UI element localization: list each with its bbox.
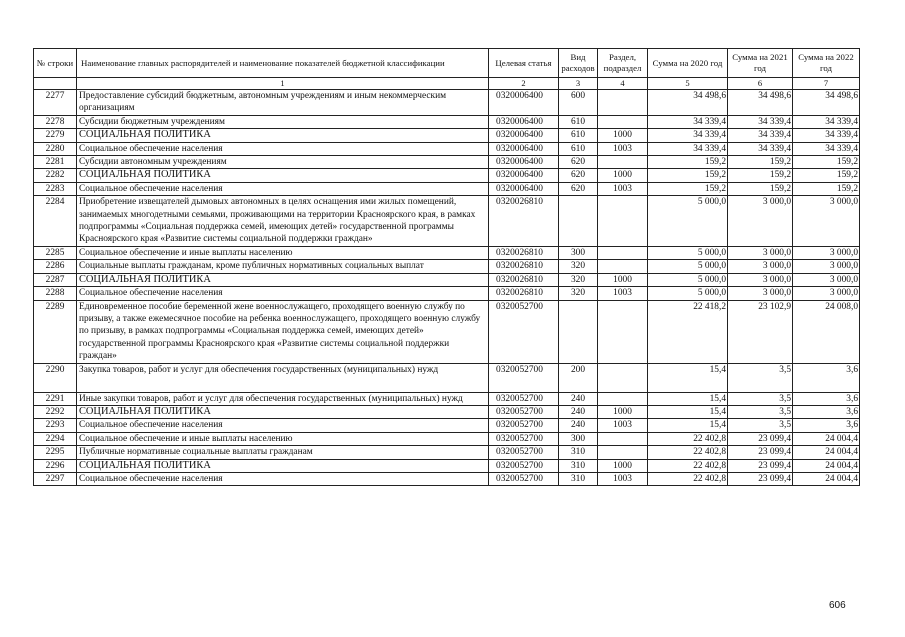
row-expense-type: 610 — [559, 129, 598, 142]
row-name: Социальные выплаты гражданам, кроме публичных нормативных социальных выплат — [77, 260, 489, 273]
row-expense-type: 320 — [559, 287, 598, 300]
table-header — [34, 49, 860, 90]
row-number: 2294 — [34, 432, 77, 445]
row-sum-2021: 34 339,4 — [728, 142, 793, 155]
row-sum-2022: 3 000,0 — [793, 260, 860, 273]
row-target-article: 0320006400 — [489, 156, 559, 169]
row-sum-2021: 3,5 — [728, 392, 793, 405]
col-number-6: 6 — [728, 78, 793, 90]
row-target-article: 0320052700 — [489, 363, 559, 392]
row-sum-2020: 34 339,4 — [648, 115, 728, 128]
page-number: 606 — [829, 600, 846, 611]
row-sum-2022: 159,2 — [793, 169, 860, 182]
row-sum-2020: 15,4 — [648, 392, 728, 405]
table-row — [34, 392, 860, 405]
row-sum-2022: 3 000,0 — [793, 196, 860, 247]
row-sum-2022: 3,6 — [793, 392, 860, 405]
row-section: 1003 — [598, 142, 648, 155]
row-sum-2020: 5 000,0 — [648, 260, 728, 273]
row-target-article: 0320006400 — [489, 142, 559, 155]
col-number-1: 1 — [77, 78, 489, 90]
row-target-article: 0320052700 — [489, 300, 559, 363]
table-row — [34, 169, 860, 182]
row-target-article: 0320052700 — [489, 459, 559, 472]
table-body — [34, 90, 860, 486]
row-sum-2022: 34 339,4 — [793, 129, 860, 142]
row-sum-2022: 159,2 — [793, 182, 860, 195]
row-expense-type: 600 — [559, 90, 598, 116]
row-sum-2021: 3,5 — [728, 363, 793, 392]
row-number: 2291 — [34, 392, 77, 405]
row-expense-type — [559, 196, 598, 247]
row-number: 2277 — [34, 90, 77, 116]
row-target-article: 0320006400 — [489, 169, 559, 182]
row-target-article: 0320026810 — [489, 273, 559, 286]
row-sum-2020: 34 339,4 — [648, 129, 728, 142]
row-sum-2020: 22 402,8 — [648, 432, 728, 445]
table-row — [34, 90, 860, 116]
row-sum-2020: 22 402,8 — [648, 459, 728, 472]
row-name: СОЦИАЛЬНАЯ ПОЛИТИКА — [77, 459, 489, 472]
row-sum-2020: 34 498,6 — [648, 90, 728, 116]
row-section — [598, 300, 648, 363]
row-name: Социальное обеспечение населения — [77, 419, 489, 432]
col-header-name: Наименование главных распорядителей и наименование показателей бюджетной классификации — [77, 49, 489, 78]
row-number: 2289 — [34, 300, 77, 363]
table-row — [34, 273, 860, 286]
row-section — [598, 392, 648, 405]
col-header-sum-2020: Сумма на 2020 год — [648, 49, 728, 78]
row-sum-2021: 34 339,4 — [728, 115, 793, 128]
row-number: 2279 — [34, 129, 77, 142]
row-expense-type: 200 — [559, 363, 598, 392]
row-sum-2021: 3,5 — [728, 405, 793, 418]
row-number: 2282 — [34, 169, 77, 182]
row-sum-2022: 34 339,4 — [793, 115, 860, 128]
row-name: СОЦИАЛЬНАЯ ПОЛИТИКА — [77, 129, 489, 142]
row-number: 2285 — [34, 246, 77, 259]
row-number: 2293 — [34, 419, 77, 432]
row-sum-2021: 3 000,0 — [728, 196, 793, 247]
row-target-article: 0320052700 — [489, 419, 559, 432]
row-sum-2021: 159,2 — [728, 156, 793, 169]
row-section — [598, 196, 648, 247]
row-sum-2020: 34 339,4 — [648, 142, 728, 155]
row-sum-2021: 34 498,6 — [728, 90, 793, 116]
col-header-section: Раздел, подраздел — [598, 49, 648, 78]
row-section: 1000 — [598, 273, 648, 286]
col-header-target-article: Целевая статья — [489, 49, 559, 78]
row-section — [598, 260, 648, 273]
row-sum-2022: 24 004,4 — [793, 459, 860, 472]
table-row — [34, 129, 860, 142]
row-name: Иные закупки товаров, работ и услуг для обеспечения государственных (муниципальных) нужд — [77, 392, 489, 405]
col-number-3: 3 — [559, 78, 598, 90]
row-target-article: 0320006400 — [489, 129, 559, 142]
row-section: 1000 — [598, 405, 648, 418]
row-target-article: 0320026810 — [489, 196, 559, 247]
row-expense-type: 320 — [559, 260, 598, 273]
row-target-article: 0320006400 — [489, 182, 559, 195]
row-sum-2022: 24 008,0 — [793, 300, 860, 363]
row-section — [598, 115, 648, 128]
row-target-article: 0320026810 — [489, 246, 559, 259]
row-sum-2021: 159,2 — [728, 182, 793, 195]
table-row — [34, 405, 860, 418]
row-name: Субсидии бюджетным учреждениям — [77, 115, 489, 128]
row-sum-2022: 34 498,6 — [793, 90, 860, 116]
row-target-article: 0320052700 — [489, 432, 559, 445]
row-section: 1003 — [598, 287, 648, 300]
row-section — [598, 432, 648, 445]
table-row — [34, 300, 860, 363]
row-expense-type: 610 — [559, 115, 598, 128]
row-sum-2020: 15,4 — [648, 363, 728, 392]
row-target-article: 0320006400 — [489, 115, 559, 128]
col-number-0 — [34, 78, 77, 90]
row-expense-type: 240 — [559, 392, 598, 405]
row-name: СОЦИАЛЬНАЯ ПОЛИТИКА — [77, 405, 489, 418]
col-header-expense-type: Вид расходов — [559, 49, 598, 78]
budget-table — [33, 48, 860, 486]
row-name: Социальное обеспечение населения — [77, 182, 489, 195]
row-expense-type — [559, 300, 598, 363]
row-section — [598, 446, 648, 459]
table-row — [34, 287, 860, 300]
row-number: 2292 — [34, 405, 77, 418]
row-target-article: 0320006400 — [489, 90, 559, 116]
row-number: 2278 — [34, 115, 77, 128]
table-row — [34, 472, 860, 485]
row-number: 2287 — [34, 273, 77, 286]
row-number: 2286 — [34, 260, 77, 273]
row-sum-2020: 5 000,0 — [648, 273, 728, 286]
row-name: Субсидии автономным учреждениям — [77, 156, 489, 169]
row-number: 2288 — [34, 287, 77, 300]
row-sum-2022: 3 000,0 — [793, 246, 860, 259]
col-number-2: 2 — [489, 78, 559, 90]
row-number: 2296 — [34, 459, 77, 472]
row-sum-2022: 159,2 — [793, 156, 860, 169]
row-name: Предоставление субсидий бюджетным, автономным учреждениям и иным некоммерческим организациям — [77, 90, 489, 116]
row-sum-2020: 159,2 — [648, 182, 728, 195]
row-target-article: 0320052700 — [489, 405, 559, 418]
row-number: 2281 — [34, 156, 77, 169]
row-name: СОЦИАЛЬНАЯ ПОЛИТИКА — [77, 169, 489, 182]
row-section — [598, 363, 648, 392]
table-row — [34, 196, 860, 247]
row-section — [598, 90, 648, 116]
row-sum-2021: 23 099,4 — [728, 459, 793, 472]
row-name: Социальное обеспечение населения — [77, 142, 489, 155]
row-sum-2021: 23 099,4 — [728, 446, 793, 459]
row-section: 1000 — [598, 129, 648, 142]
row-expense-type: 240 — [559, 419, 598, 432]
row-section: 1000 — [598, 169, 648, 182]
row-sum-2022: 24 004,4 — [793, 432, 860, 445]
row-section: 1000 — [598, 459, 648, 472]
row-sum-2020: 5 000,0 — [648, 246, 728, 259]
row-name: Социальное обеспечение населения — [77, 287, 489, 300]
table-row — [34, 363, 860, 392]
row-name: Социальное обеспечение населения — [77, 472, 489, 485]
row-expense-type: 620 — [559, 169, 598, 182]
row-number: 2295 — [34, 446, 77, 459]
row-sum-2022: 3,6 — [793, 405, 860, 418]
row-expense-type: 310 — [559, 472, 598, 485]
row-sum-2020: 159,2 — [648, 156, 728, 169]
table-row — [34, 459, 860, 472]
row-sum-2021: 3 000,0 — [728, 260, 793, 273]
table-row — [34, 182, 860, 195]
row-sum-2022: 34 339,4 — [793, 142, 860, 155]
row-target-article: 0320052700 — [489, 392, 559, 405]
row-sum-2022: 3 000,0 — [793, 273, 860, 286]
row-target-article: 0320052700 — [489, 472, 559, 485]
row-sum-2021: 23 099,4 — [728, 432, 793, 445]
row-sum-2022: 24 004,4 — [793, 472, 860, 485]
row-sum-2021: 3 000,0 — [728, 273, 793, 286]
row-number: 2290 — [34, 363, 77, 392]
row-name: СОЦИАЛЬНАЯ ПОЛИТИКА — [77, 273, 489, 286]
row-expense-type: 300 — [559, 246, 598, 259]
row-expense-type: 620 — [559, 182, 598, 195]
row-sum-2020: 15,4 — [648, 405, 728, 418]
row-sum-2021: 3 000,0 — [728, 287, 793, 300]
row-expense-type: 240 — [559, 405, 598, 418]
col-header-sum-2021: Сумма на 2021 год — [728, 49, 793, 78]
row-sum-2021: 34 339,4 — [728, 129, 793, 142]
row-number: 2280 — [34, 142, 77, 155]
row-number: 2297 — [34, 472, 77, 485]
row-sum-2020: 22 418,2 — [648, 300, 728, 363]
col-header-sum-2022: Сумма на 2022 год — [793, 49, 860, 78]
row-sum-2022: 24 004,4 — [793, 446, 860, 459]
row-expense-type: 610 — [559, 142, 598, 155]
table-row — [34, 260, 860, 273]
row-sum-2022: 3 000,0 — [793, 287, 860, 300]
row-name: Социальное обеспечение и иные выплаты населению — [77, 432, 489, 445]
col-number-7: 7 — [793, 78, 860, 90]
row-expense-type: 620 — [559, 156, 598, 169]
col-header-row-number: № строки — [34, 49, 77, 78]
table-row — [34, 446, 860, 459]
table-row — [34, 246, 860, 259]
col-number-4: 4 — [598, 78, 648, 90]
col-number-5: 5 — [648, 78, 728, 90]
row-expense-type: 300 — [559, 432, 598, 445]
row-target-article: 0320026810 — [489, 287, 559, 300]
row-sum-2020: 5 000,0 — [648, 196, 728, 247]
row-sum-2021: 23 102,9 — [728, 300, 793, 363]
row-expense-type: 310 — [559, 459, 598, 472]
table-row — [34, 432, 860, 445]
row-number: 2284 — [34, 196, 77, 247]
row-section — [598, 156, 648, 169]
row-number: 2283 — [34, 182, 77, 195]
row-name: Закупка товаров, работ и услуг для обеспечения государственных (муниципальных) нужд — [77, 363, 489, 392]
table-row — [34, 115, 860, 128]
row-name: Публичные нормативные социальные выплаты гражданам — [77, 446, 489, 459]
row-sum-2021: 159,2 — [728, 169, 793, 182]
row-target-article: 0320052700 — [489, 446, 559, 459]
row-name: Единовременное пособие беременной жене военнослужащего, проходящего военную службу по призыву, а также ежемесячное пособие на ребенка военнослужащего, проходящего военную службу по призыву, в рамках подпрограммы «Социальная поддержка семей, имеющих детей» государственной программы Красноярского края «Развитие системы социальной поддержки граждан» — [77, 300, 489, 363]
table-row — [34, 142, 860, 155]
row-sum-2022: 3,6 — [793, 419, 860, 432]
row-expense-type: 320 — [559, 273, 598, 286]
table-row — [34, 156, 860, 169]
row-section: 1003 — [598, 419, 648, 432]
row-expense-type: 310 — [559, 446, 598, 459]
table-row — [34, 419, 860, 432]
row-name: Социальное обеспечение и иные выплаты населению — [77, 246, 489, 259]
row-sum-2021: 3,5 — [728, 419, 793, 432]
row-sum-2020: 22 402,8 — [648, 446, 728, 459]
row-section: 1003 — [598, 472, 648, 485]
row-sum-2021: 3 000,0 — [728, 246, 793, 259]
row-sum-2022: 3,6 — [793, 363, 860, 392]
row-sum-2020: 15,4 — [648, 419, 728, 432]
row-sum-2020: 22 402,8 — [648, 472, 728, 485]
row-section: 1003 — [598, 182, 648, 195]
row-sum-2020: 159,2 — [648, 169, 728, 182]
row-section — [598, 246, 648, 259]
row-sum-2021: 23 099,4 — [728, 472, 793, 485]
row-sum-2020: 5 000,0 — [648, 287, 728, 300]
row-name: Приобретение извещателей дымовых автономных в целях оснащения ими жилых помещений, занимаемых многодетными семьями, проживающими на территории Красноярского края, в рамках подпрограммы «Социальная поддержка семей, имеющих детей» государственной программы Красноярского края «Развитие системы социальной поддержки граждан» — [77, 196, 489, 247]
row-target-article: 0320026810 — [489, 260, 559, 273]
